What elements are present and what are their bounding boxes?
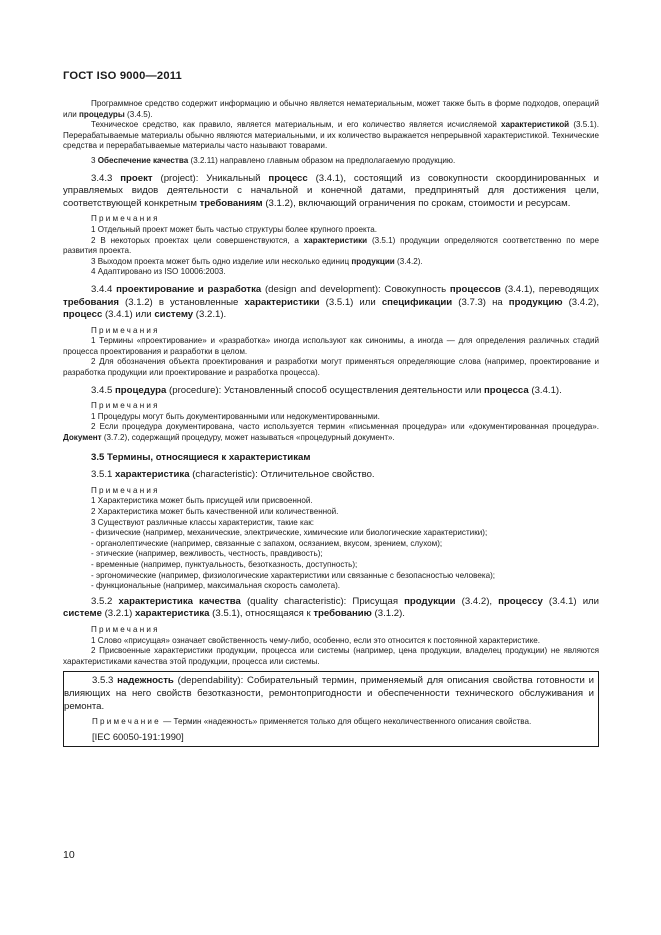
note-item: 3 Выходом проекта может быть одно изделие или несколько единиц продукции (3.4.2). (91, 256, 423, 266)
term-3-4-3-project: 3.4.3 проект (project): Уникальный процесс (3.4.1), состоящий из совокупности скоординированных и управляемых видов деятельности с начальной и конечной датами, предпринятый для достижения цели, соответствующей конкретным требованиям (3.1.2), включающий ограничения по срокам, стоимости и ресурсам. (63, 172, 599, 209)
list-item: - функциональные (например, максимальная скорость самолета). (91, 581, 341, 591)
section-heading-3-5: 3.5 Термины, относящиеся к характеристикам (91, 451, 311, 463)
notes-label: Примечания (91, 325, 160, 335)
note-item: 2 Присвоенные характеристики продукции, процесса или системы (например, цена продукции, владелец продукции) не являются характеристиками качества этой продукции, процесса или системы. (63, 646, 599, 666)
notes-label: Примечания (91, 624, 160, 634)
term-3-4-4-design-development: 3.4.4 проектирование и разработка (design and development): Совокупность процессов (3.4.1), переводящих требования (3.1.2) в установленные характеристики (3.5.1) или спецификации (3.7.3) на продукцию (3.4.2), процесс (3.4.1) или систему (3.2.1). (63, 283, 599, 321)
note-item: 1 Слово «присущая» означает свойственность чему-либо, особенно, если это относится к постоянной характеристике. (91, 635, 541, 645)
term-3-5-3-dependability: 3.5.3 надежность (dependability): Собирательный термин, применяемый для описания свойства готовности и влияющих на него свойств безотказности, ремонтопригодности и обеспеченности технического обслуживания и ремонта. (64, 675, 594, 712)
note-item: 1 Отдельный проект может быть частью структуры более крупного проекта. (91, 224, 377, 234)
notes-label: Примечания (91, 401, 160, 411)
term-3-5-2-quality-characteristic: 3.5.2 характеристика качества (quality characteristic): Присущая продукции (3.4.2), процессу (3.4.1) или системе (3.2.1) характеристика (3.5.1), относящаяся к требованию (3.1.2). (63, 595, 600, 620)
paragraph-hardware: Техническое средство, как правило, является материальным, и его количество является исчисляемой характеристикой (3.5.1). Перерабатываемые материалы обычно являются материальными, и их количество выражается непрерывной характеристикой. Технические средства и перерабатываемые материалы часто называют товарами. (63, 120, 599, 151)
paragraph-software: Программное средство содержит информацию и обычно является нематериальным, может также быть в форме подходов, операций или процедуры (3.4.5). (63, 99, 599, 119)
note-dependability: Примечание — Термин «надежность» применяется только для общего неколичественного описания свойства. (92, 717, 532, 727)
note-item: 3 Существуют различные классы характеристик, такие как: (91, 517, 315, 527)
note-item: 2 Для обозначения объекта проектирования и разработки могут применяться определяющие слова (например, проектирование и разработка продукции или проектирование и разработка процесса). (63, 357, 599, 378)
term-3-5-1-characteristic: 3.5.1 характеристика (characteristic): Отличительное свойство. (91, 469, 375, 481)
note-item: 1 Процедуры могут быть документированными или недокументированными. (91, 411, 380, 421)
list-item: - эргономические (например, физиологические характеристики или связанные с безопасностью человека); (91, 570, 496, 580)
document-header: ГОСТ ISO 9000—2011 (63, 70, 182, 82)
note-quality-assurance: 3 Обеспечение качества (3.2.11) направлено главным образом на предполагаемую продукцию. (91, 155, 456, 165)
list-item: - временные (например, пунктуальность, безотказность, доступность); (91, 559, 358, 569)
term-3-5-3-box (63, 671, 599, 746)
document-body (63, 99, 599, 747)
note-item: 2 Если процедура документирована, часто используется термин «письменная процедура» или «документированная процедура». Документ (3.7.2), содержащий процедуру, может называться «процедурный документ». (63, 422, 599, 443)
note-item: 2 Характеристика может быть качественной или количественной. (91, 507, 339, 516)
notes-label: Примечания (91, 214, 160, 224)
page-number: 10 (63, 849, 75, 861)
note-item: 2 В некоторых проектах цели совершенствуются, а характеристики (3.5.1) продукции определяются соответственно по мере развития проекта. (63, 235, 599, 256)
notes-label: Примечания (91, 485, 160, 495)
list-item: - органолептические (например, связанные с запахом, осязанием, вкусом, зрением, слухом); (91, 538, 443, 548)
list-item: - физические (например, механические, электрические, химические или биологические характеристики); (91, 528, 488, 538)
term-3-4-5-procedure: 3.4.5 процедура (procedure): Установленный способ осуществления деятельности или процесса (3.4.1). (91, 384, 562, 396)
source-reference: [IEC 60050-191:1990] (92, 730, 184, 742)
note-item: 1 Термины «проектирование» и «разработка» иногда используют как синонимы, а иногда — для определения различных стадий процесса проектирования и разработки в целом. (63, 336, 599, 356)
note-item: 4 Адаптировано из ISO 10006:2003. (91, 267, 226, 277)
note-item: 1 Характеристика может быть присущей или присвоенной. (91, 496, 313, 506)
list-item: - этические (например, вежливость, честность, правдивость); (91, 549, 323, 559)
